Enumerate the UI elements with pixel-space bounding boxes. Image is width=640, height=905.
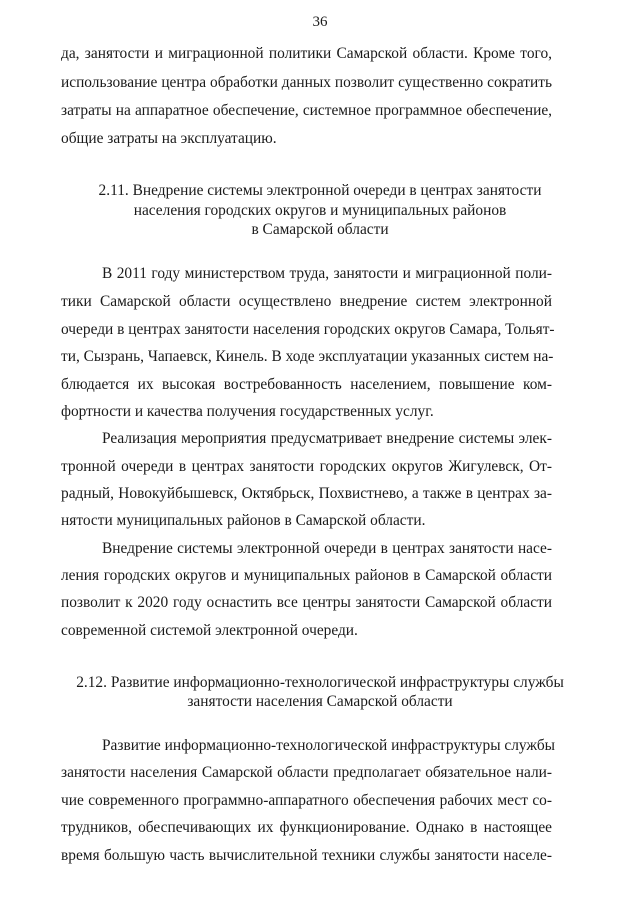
text-line: Реализация мероприятия предусматривает внедрение системы элек- bbox=[102, 430, 552, 447]
text-line: тронной очереди в центрах занятости городских округов Жигулевск, От- bbox=[61, 458, 552, 475]
text-line: да, занятости и миграционной политики Самарской области. Кроме того, bbox=[61, 45, 552, 62]
heading-line: занятости населения Самарской области bbox=[187, 693, 453, 710]
heading-line: 2.12. Развитие информационно-технологической инфраструктуры службы bbox=[76, 674, 564, 691]
text-line: В 2011 году министерством труда, занятости и миграционной поли- bbox=[102, 265, 552, 282]
text-line: очереди в центрах занятости населения городских округов Самара, Тольят- bbox=[61, 321, 555, 338]
heading-line: в Самарской области bbox=[251, 221, 389, 238]
text-line: использование центра обработки данных позволит существенно сократить bbox=[61, 74, 552, 91]
heading-line: населения городских округов и муниципальных районов bbox=[133, 202, 507, 219]
text-line: блюдается их высокая востребованность населением, повышение ком- bbox=[61, 376, 552, 393]
text-line: Развитие информационно-технологической инфраструктуры службы bbox=[102, 737, 555, 754]
text-line: современной системой электронной очереди. bbox=[61, 622, 358, 639]
text-line: Внедрение системы электронной очереди в центрах занятости насе- bbox=[102, 540, 552, 557]
text-line: затраты на аппаратное обеспечение, системное программное обеспечение, bbox=[61, 102, 552, 119]
text-line: тики Самарской области осуществлено внедрение систем электронной bbox=[61, 293, 552, 310]
text-line: позволит к 2020 году оснастить все центры занятости Самарской области bbox=[61, 594, 552, 611]
text-line: нятости муниципальных районов в Самарской области. bbox=[61, 512, 426, 529]
text-line: чие современного программно-аппаратного обеспечения рабочих мест со- bbox=[61, 792, 552, 809]
text-line: общие затраты на эксплуатацию. bbox=[61, 130, 277, 147]
text-line: радный, Новокуйбышевск, Октябрьск, Похвистнево, а также в центрах за- bbox=[61, 485, 552, 502]
text-line: время большую часть вычислительной техники службы занятости населе- bbox=[61, 847, 552, 864]
text-line: занятости населения Самарской области предполагает обязательное нали- bbox=[61, 764, 552, 781]
text-line: ления городских округов и муниципальных районов в Самарской области bbox=[61, 567, 552, 584]
text-line: трудников, обеспечивающих их функционирование. Однако в настоящее bbox=[61, 819, 552, 836]
page-number: 36 bbox=[312, 14, 328, 30]
text-line: ти, Сызрань, Чапаевск, Кинель. В ходе эксплуатации указанных систем на- bbox=[61, 348, 554, 365]
heading-line: 2.11. Внедрение системы электронной очереди в центрах занятости bbox=[98, 182, 542, 199]
text-line: фортности и качества получения государственных услуг. bbox=[61, 403, 434, 420]
